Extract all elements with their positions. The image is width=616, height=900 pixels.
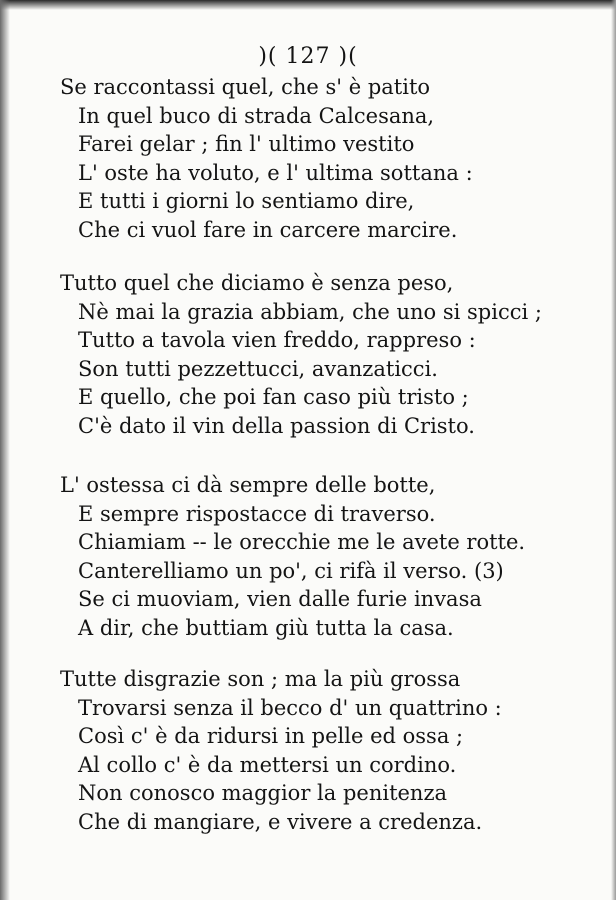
- verse-line: Al collo c' è da mettersi un cordino.: [78, 752, 457, 777]
- stanza-1: [60, 73, 580, 244]
- verse-line: C'è dato il vin della passion di Cristo.: [78, 413, 475, 438]
- verse-line: L' ostessa ci dà sempre delle botte,: [60, 473, 436, 497]
- verse-line: Son tutti pezzettucci, avanzaticci.: [78, 356, 438, 381]
- stanza-4: [60, 665, 580, 836]
- verse-line: Tutte disgrazie son ; ma la più grossa: [60, 667, 461, 691]
- verse-line: Canterelliamo un po', ci rifà il verso. (3): [78, 558, 504, 583]
- verse-line: Non conosco maggior la penitenza: [78, 781, 448, 805]
- verse-line: E quello, che poi fan caso più tristo ;: [78, 385, 469, 409]
- page-right-edge-shadow: [611, 0, 616, 900]
- verse-line: Così c' è da ridursi in pelle ed ossa ;: [78, 724, 464, 748]
- verse-line: A dir, che buttiam giù tutta la casa.: [78, 615, 454, 640]
- verse-line: Chiamiam -- le orecchie me le avete rotte.: [78, 530, 526, 554]
- verse-line: Se ci muoviam, vien dalle furie invasa: [78, 587, 482, 611]
- page-number: )( 127 )(: [258, 44, 358, 69]
- verse-line: Nè mai la grazia abbiam, che uno si spicci ;: [78, 299, 542, 324]
- verse-line: Farei gelar ; fin l' ultimo vestito: [78, 132, 415, 156]
- stanza-2: [60, 269, 580, 440]
- verse-line: In quel buco di strada Calcesana,: [78, 103, 435, 128]
- verse-line: Tutto quel che diciamo è senza peso,: [60, 271, 454, 295]
- verse-line: E tutti i giorni lo sentiamo dire,: [78, 189, 415, 213]
- verse-line: L' oste ha voluto, e l' ultima sottana :: [78, 160, 473, 185]
- verse-line: Che di mangiare, e vivere a credenza.: [78, 809, 483, 834]
- verse-line: Se raccontassi quel, che s' è patito: [60, 75, 431, 99]
- verse-line: E sempre rispostacce di traverso.: [78, 501, 436, 526]
- verse-line: Trovarsi senza il becco d' un quattrino :: [78, 695, 502, 720]
- verse-line: Tutto a tavola vien freddo, rappreso :: [78, 328, 476, 352]
- stanza-3: [60, 471, 580, 642]
- verse-line: Che ci vuol fare in carcere marcire.: [78, 217, 458, 242]
- page-top-edge-shadow: [0, 0, 616, 10]
- page-left-edge-shadow: [0, 0, 10, 900]
